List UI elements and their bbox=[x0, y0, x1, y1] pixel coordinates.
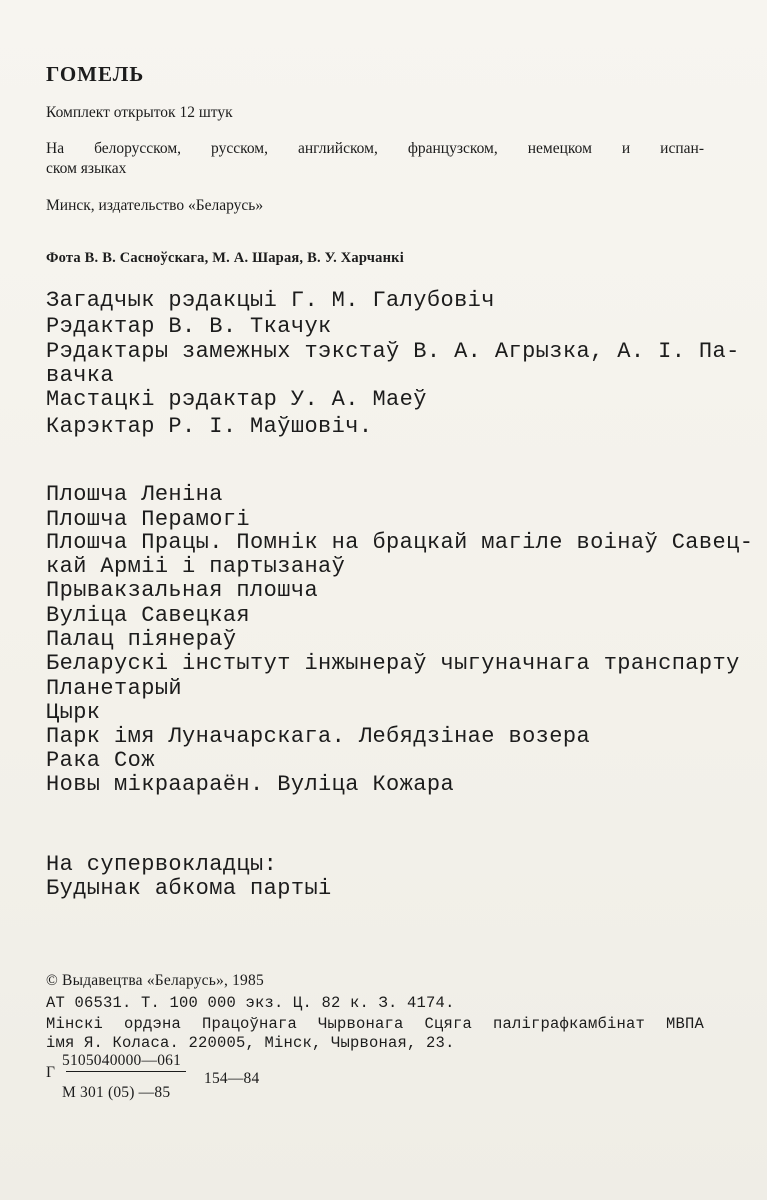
page-title: ГОМЕЛЬ bbox=[46, 62, 145, 86]
list-item: Беларускі інстытут інжынераў чыгуначнага транспарту bbox=[46, 651, 740, 676]
list-item: Планетарый bbox=[46, 676, 183, 701]
list-item: Рака Сож bbox=[46, 748, 155, 773]
printer-line: Мінскі ордэна Працоўнага Чырвонага Сцяга паліграфкамбінат МВПА bbox=[46, 1015, 704, 1033]
code-numerator: 5105040000—061 bbox=[62, 1052, 182, 1069]
photo-credit: Фота В. В. Сасноўскага, М. А. Шарая, В. У. Харчанкі bbox=[46, 250, 404, 266]
languages-line-2: ском языках bbox=[46, 160, 127, 177]
list-item: Плошча Леніна bbox=[46, 482, 223, 507]
printer-address-line: імя Я. Коласа. 220005, Мінск, Чырвоная, 23. bbox=[46, 1034, 455, 1052]
list-item: Цырк bbox=[46, 700, 101, 725]
list-item: Парк імя Луначарскага. Лебядзінае возера bbox=[46, 724, 591, 749]
list-item: Плошча Перамогі bbox=[46, 507, 251, 532]
credit-line: Рэдактары замежных тэкстаў В. А. Агрызка, А. І. Па- bbox=[46, 339, 740, 364]
print-run-line: АТ 06531. Т. 100 000 экз. Ц. 82 к. З. 4174. bbox=[46, 994, 455, 1012]
credit-line: Рэдактар В. В. Ткачук bbox=[46, 314, 332, 339]
publisher-line: Минск, издательство «Беларусь» bbox=[46, 197, 264, 214]
list-item: Вуліца Савецкая bbox=[46, 603, 251, 628]
code-right: 154—84 bbox=[204, 1070, 260, 1087]
list-item: кай Арміі і партызанаў bbox=[46, 554, 346, 579]
set-info: Комплект открыток 12 штук bbox=[46, 104, 233, 121]
code-denominator: М 301 (05) —85 bbox=[62, 1084, 171, 1101]
fraction-divider bbox=[66, 1071, 186, 1072]
list-item: Плошча Працы. Помнік на брацкай магіле воінаў Савец- bbox=[46, 530, 754, 555]
credit-line: Карэктар Р. І. Маўшовіч. bbox=[46, 414, 373, 439]
cover-label: На супервокладцы: bbox=[46, 852, 278, 877]
languages-line-1-text: На белорусском, русском, английском, французском, немецком и испан- bbox=[46, 140, 704, 157]
list-item: Новы мікраараён. Вуліца Кожара bbox=[46, 772, 455, 797]
credit-line: Мастацкі рэдактар У. А. Маеў bbox=[46, 387, 427, 412]
list-item: Прывакзальная плошча bbox=[46, 578, 319, 603]
languages-line-1 bbox=[46, 140, 704, 158]
credit-line: вачка bbox=[46, 363, 115, 388]
code-letter: Г bbox=[46, 1064, 56, 1081]
credit-line: Загадчык рэдакцыі Г. М. Галубовіч bbox=[46, 288, 495, 313]
cover-item: Будынак абкома партыі bbox=[46, 876, 332, 901]
copyright-line: © Выдавецтва «Беларусь», 1985 bbox=[46, 972, 264, 989]
list-item: Палац піянераў bbox=[46, 627, 237, 652]
